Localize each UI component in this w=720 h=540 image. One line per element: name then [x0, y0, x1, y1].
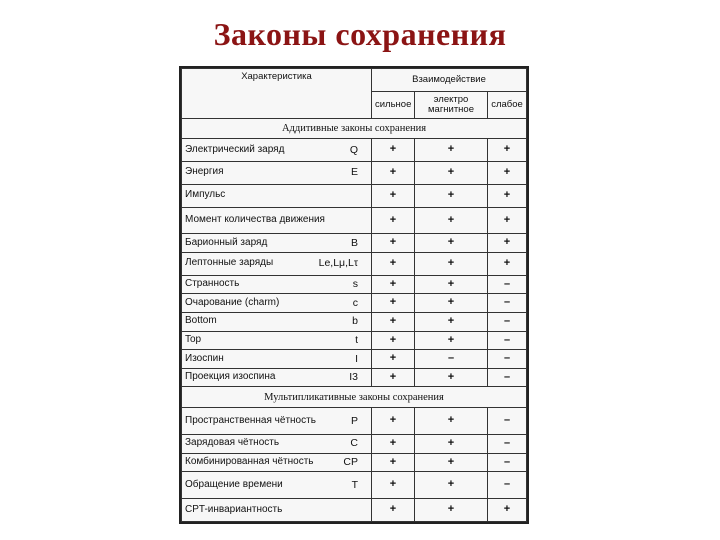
cell-strong: + — [372, 207, 415, 234]
cell-em: + — [415, 294, 488, 313]
cell-strong: + — [372, 434, 415, 453]
conservation-laws-table — [179, 66, 529, 524]
cell-weak: – — [488, 350, 527, 369]
row-name: Очарование (charm) — [185, 296, 280, 308]
table-row — [182, 234, 527, 253]
cell-strong: + — [372, 408, 415, 435]
row-symbol: c — [352, 296, 358, 309]
table-row — [182, 275, 527, 294]
cell-strong: + — [372, 331, 415, 350]
table-row — [182, 499, 527, 522]
cell-weak: – — [488, 275, 527, 294]
row-characteristic — [182, 139, 372, 162]
cell-strong: + — [372, 294, 415, 313]
row-symbol: t — [355, 333, 358, 346]
row-characteristic — [182, 275, 372, 294]
table-row — [182, 294, 527, 313]
row-name: Комбинированная чётность — [185, 455, 314, 467]
cell-strong: + — [372, 139, 415, 162]
cell-weak: + — [488, 499, 527, 522]
row-characteristic — [182, 184, 372, 207]
row-characteristic — [182, 472, 372, 499]
table-row — [182, 139, 527, 162]
table-row — [182, 408, 527, 435]
table-row — [182, 434, 527, 453]
cell-strong: + — [372, 234, 415, 253]
row-name: Барионный заряд — [185, 236, 268, 248]
table-row — [182, 162, 527, 185]
row-symbol: T — [351, 478, 358, 491]
cell-strong: + — [372, 184, 415, 207]
additive-section-row — [182, 118, 527, 139]
cell-em: + — [415, 408, 488, 435]
header-strong: сильное — [372, 91, 415, 118]
cell-weak: – — [488, 434, 527, 453]
table-row — [182, 453, 527, 472]
table-row — [182, 207, 527, 234]
cell-em: + — [415, 434, 488, 453]
row-characteristic — [182, 162, 372, 185]
cell-em: + — [415, 472, 488, 499]
header-weak: слабое — [488, 91, 527, 118]
cell-weak: – — [488, 313, 527, 332]
row-characteristic — [182, 499, 372, 522]
row-name: Импульс — [185, 189, 226, 201]
cell-em: + — [415, 253, 488, 276]
cell-weak: – — [488, 331, 527, 350]
row-symbol: I — [355, 352, 358, 365]
cell-em: + — [415, 331, 488, 350]
cell-strong: + — [372, 350, 415, 369]
cell-em: + — [415, 275, 488, 294]
row-characteristic — [182, 253, 372, 276]
row-characteristic — [182, 408, 372, 435]
table-row — [182, 331, 527, 350]
cell-weak: – — [488, 408, 527, 435]
table-row — [182, 368, 527, 387]
row-symbol: E — [350, 166, 358, 179]
table-row — [182, 253, 527, 276]
cell-weak: + — [488, 207, 527, 234]
cell-strong: + — [372, 275, 415, 294]
row-name: CPT-инвариантность — [185, 503, 283, 515]
table-row — [182, 472, 527, 499]
row-symbol: P — [350, 414, 358, 427]
row-name: Энергия — [185, 166, 224, 178]
cell-em: + — [415, 139, 488, 162]
row-name: Top — [185, 333, 202, 345]
row-name: Странность — [185, 278, 240, 290]
cell-weak: + — [488, 234, 527, 253]
row-characteristic — [182, 294, 372, 313]
cell-em: + — [415, 234, 488, 253]
cell-weak: – — [488, 453, 527, 472]
row-characteristic — [182, 207, 372, 234]
table-row — [182, 350, 527, 369]
row-name: Электрический заряд — [185, 143, 285, 155]
cell-strong: + — [372, 453, 415, 472]
cell-strong: + — [372, 313, 415, 332]
cell-weak: – — [488, 294, 527, 313]
row-symbol: Le,Lμ,Lτ — [318, 257, 358, 270]
cell-em: + — [415, 453, 488, 472]
header-characteristic: Характеристика — [182, 69, 372, 119]
row-name: Лептонные заряды — [185, 257, 274, 269]
row-characteristic — [182, 453, 372, 472]
row-symbol: b — [352, 315, 358, 328]
header-em: электро магнитное — [415, 91, 488, 118]
cell-em: + — [415, 368, 488, 387]
row-symbol: I3 — [349, 371, 358, 384]
row-name: Проекция изоспина — [185, 371, 276, 383]
cell-em: – — [415, 350, 488, 369]
row-characteristic — [182, 331, 372, 350]
cell-strong: + — [372, 499, 415, 522]
row-symbol: CP — [343, 455, 358, 468]
cell-weak: + — [488, 253, 527, 276]
cell-strong: + — [372, 162, 415, 185]
row-characteristic — [182, 313, 372, 332]
cell-em: + — [415, 313, 488, 332]
row-name: Изоспин — [185, 352, 224, 364]
row-name: Зарядовая чётность — [185, 437, 280, 449]
row-name: Момент количества движения — [185, 214, 325, 226]
cell-em: + — [415, 207, 488, 234]
cell-em: + — [415, 499, 488, 522]
additive-section-title: Аддитивные законы сохранения — [182, 118, 527, 139]
cell-weak: – — [488, 472, 527, 499]
row-symbol: B — [350, 236, 358, 249]
cell-weak: – — [488, 368, 527, 387]
row-symbol: C — [350, 437, 358, 450]
header-interaction: Взаимодействие — [372, 69, 527, 92]
row-symbol: s — [352, 278, 358, 291]
row-characteristic — [182, 368, 372, 387]
multiplicative-section-title: Мультипликативные законы сохранения — [182, 387, 527, 408]
row-characteristic — [182, 350, 372, 369]
row-characteristic — [182, 434, 372, 453]
header-row-1 — [182, 69, 527, 92]
multiplicative-section-row — [182, 387, 527, 408]
row-characteristic — [182, 234, 372, 253]
cell-em: + — [415, 184, 488, 207]
row-name: Bottom — [185, 315, 217, 327]
page-title: Законы сохранения — [213, 16, 507, 52]
row-name: Пространственная чётность — [185, 414, 316, 426]
table-row — [182, 313, 527, 332]
cell-weak: + — [488, 139, 527, 162]
table-row — [182, 184, 527, 207]
cell-weak: + — [488, 162, 527, 185]
cell-em: + — [415, 162, 488, 185]
row-name: Обращение времени — [185, 478, 283, 490]
cell-strong: + — [372, 253, 415, 276]
row-symbol: Q — [349, 143, 358, 156]
cell-weak: + — [488, 184, 527, 207]
cell-strong: + — [372, 472, 415, 499]
cell-strong: + — [372, 368, 415, 387]
